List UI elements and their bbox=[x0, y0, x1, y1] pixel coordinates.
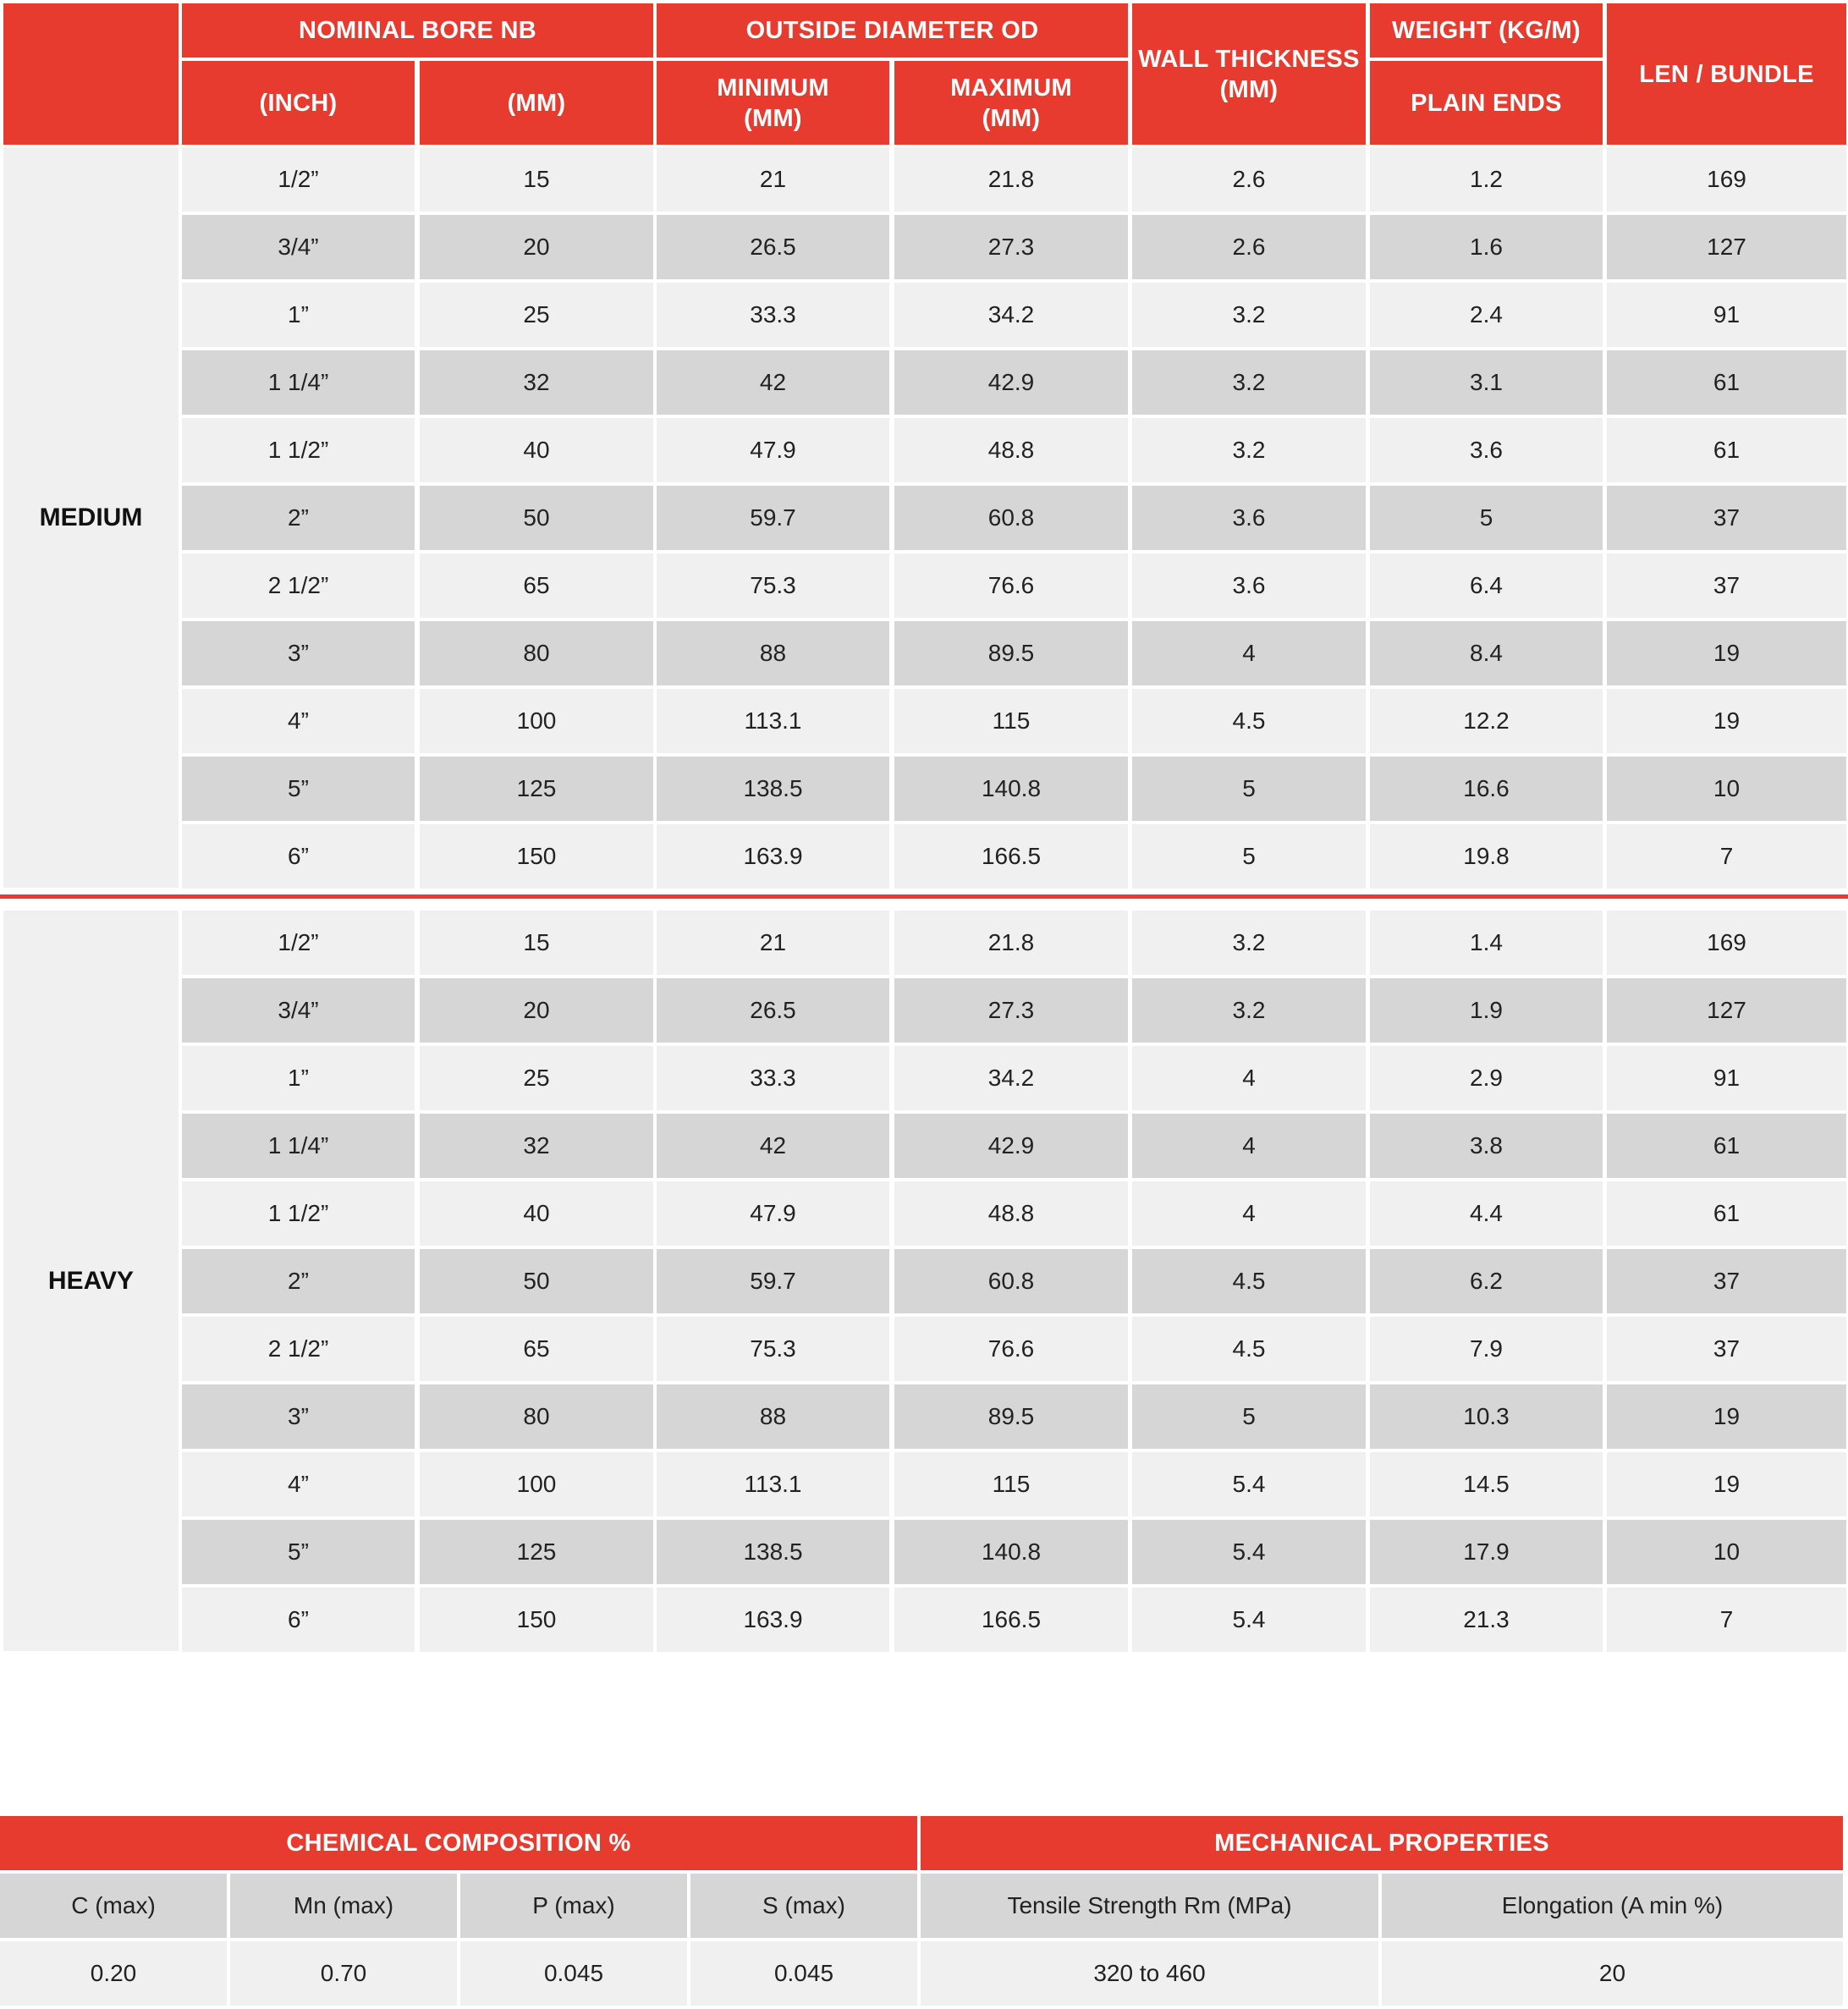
cell-od-max: 42.9 bbox=[894, 350, 1128, 415]
cell-weight-plain-ends: 14.5 bbox=[1370, 1452, 1603, 1516]
cell-wall-thickness: 3.6 bbox=[1132, 486, 1366, 550]
value-s-max: 0.045 bbox=[690, 1941, 917, 2006]
cell-weight-plain-ends: 19.8 bbox=[1370, 824, 1603, 889]
header-corner-cell bbox=[3, 3, 179, 145]
cell-mm: 125 bbox=[420, 1520, 653, 1584]
label-elongation: Elongation (A min %) bbox=[1382, 1874, 1843, 1938]
cell-od-max: 115 bbox=[894, 1452, 1128, 1516]
value-c-max: 0.20 bbox=[0, 1941, 227, 2006]
cell-mm: 20 bbox=[420, 978, 653, 1043]
cell-weight-plain-ends: 6.4 bbox=[1370, 553, 1603, 618]
cell-inch: 6” bbox=[182, 824, 415, 889]
cell-od-max: 42.9 bbox=[894, 1114, 1128, 1178]
cell-weight-plain-ends: 12.2 bbox=[1370, 689, 1603, 753]
cell-weight-plain-ends: 2.9 bbox=[1370, 1046, 1603, 1110]
cell-od-min: 138.5 bbox=[657, 1520, 889, 1584]
cell-wall-thickness: 5.4 bbox=[1132, 1588, 1366, 1652]
cell-inch: 3/4” bbox=[182, 215, 415, 279]
label-s-max: S (max) bbox=[690, 1874, 917, 1938]
cell-len-bundle: 61 bbox=[1607, 350, 1846, 415]
cell-wall-thickness: 4.5 bbox=[1132, 1317, 1366, 1381]
cell-od-max: 140.8 bbox=[894, 757, 1128, 821]
header-weight: WEIGHT (KG/M) bbox=[1370, 3, 1603, 58]
cell-len-bundle: 169 bbox=[1607, 911, 1846, 975]
cell-wall-thickness: 5 bbox=[1132, 824, 1366, 889]
header-outside-diameter: OUTSIDE DIAMETER OD bbox=[657, 3, 1128, 58]
cell-inch: 1” bbox=[182, 1046, 415, 1110]
cell-len-bundle: 61 bbox=[1607, 418, 1846, 482]
cell-len-bundle: 169 bbox=[1607, 147, 1846, 212]
cell-wall-thickness: 5.4 bbox=[1132, 1520, 1366, 1584]
cell-od-min: 42 bbox=[657, 350, 889, 415]
cell-od-max: 89.5 bbox=[894, 1384, 1128, 1449]
cell-mm: 32 bbox=[420, 1114, 653, 1178]
cell-weight-plain-ends: 6.2 bbox=[1370, 1249, 1603, 1313]
value-p-max: 0.045 bbox=[460, 1941, 687, 2006]
cell-od-min: 75.3 bbox=[657, 553, 889, 618]
cell-inch: 1 1/4” bbox=[182, 1114, 415, 1178]
value-tensile-strength: 320 to 460 bbox=[921, 1941, 1378, 2006]
cell-len-bundle: 127 bbox=[1607, 215, 1846, 279]
cell-wall-thickness: 4.5 bbox=[1132, 1249, 1366, 1313]
cell-wall-thickness: 5 bbox=[1132, 1384, 1366, 1449]
cell-weight-plain-ends: 21.3 bbox=[1370, 1588, 1603, 1652]
cell-len-bundle: 37 bbox=[1607, 486, 1846, 550]
cell-wall-thickness: 3.2 bbox=[1132, 418, 1366, 482]
cell-inch: 5” bbox=[182, 757, 415, 821]
label-mn-max: Mn (max) bbox=[230, 1874, 457, 1938]
cell-od-max: 48.8 bbox=[894, 418, 1128, 482]
cell-inch: 1/2” bbox=[182, 911, 415, 975]
cell-od-min: 75.3 bbox=[657, 1317, 889, 1381]
cell-len-bundle: 127 bbox=[1607, 978, 1846, 1043]
cell-mm: 20 bbox=[420, 215, 653, 279]
cell-weight-plain-ends: 1.9 bbox=[1370, 978, 1603, 1043]
cell-weight-plain-ends: 5 bbox=[1370, 486, 1603, 550]
header-nominal-bore: NOMINAL BORE NB bbox=[182, 3, 653, 58]
cell-inch: 5” bbox=[182, 1520, 415, 1584]
cell-mm: 25 bbox=[420, 283, 653, 347]
cell-weight-plain-ends: 2.4 bbox=[1370, 283, 1603, 347]
cell-len-bundle: 61 bbox=[1607, 1181, 1846, 1246]
cell-wall-thickness: 4 bbox=[1132, 1114, 1366, 1178]
cell-inch: 2 1/2” bbox=[182, 553, 415, 618]
cell-len-bundle: 91 bbox=[1607, 283, 1846, 347]
cell-od-min: 47.9 bbox=[657, 1181, 889, 1246]
cell-mm: 100 bbox=[420, 1452, 653, 1516]
cell-mm: 50 bbox=[420, 1249, 653, 1313]
cell-weight-plain-ends: 10.3 bbox=[1370, 1384, 1603, 1449]
cell-od-max: 166.5 bbox=[894, 824, 1128, 889]
cell-inch: 3/4” bbox=[182, 978, 415, 1043]
cell-od-max: 21.8 bbox=[894, 911, 1128, 975]
cell-inch: 1/2” bbox=[182, 147, 415, 212]
cell-inch: 4” bbox=[182, 689, 415, 753]
cell-mm: 125 bbox=[420, 757, 653, 821]
header-od-minimum: MINIMUM (MM) bbox=[657, 61, 889, 145]
cell-od-max: 48.8 bbox=[894, 1181, 1128, 1246]
cell-od-min: 33.3 bbox=[657, 283, 889, 347]
cell-mm: 65 bbox=[420, 553, 653, 618]
cell-od-min: 138.5 bbox=[657, 757, 889, 821]
cell-weight-plain-ends: 1.4 bbox=[1370, 911, 1603, 975]
cell-wall-thickness: 3.2 bbox=[1132, 283, 1366, 347]
cell-len-bundle: 19 bbox=[1607, 1384, 1846, 1449]
cell-weight-plain-ends: 8.4 bbox=[1370, 621, 1603, 685]
cell-weight-plain-ends: 17.9 bbox=[1370, 1520, 1603, 1584]
cell-mm: 32 bbox=[420, 350, 653, 415]
cell-od-max: 76.6 bbox=[894, 553, 1128, 618]
header-plain-ends: PLAIN ENDS bbox=[1370, 61, 1603, 145]
cell-od-min: 59.7 bbox=[657, 486, 889, 550]
cell-mm: 40 bbox=[420, 1181, 653, 1246]
cell-wall-thickness: 3.2 bbox=[1132, 978, 1366, 1043]
cell-mm: 100 bbox=[420, 689, 653, 753]
cell-od-min: 26.5 bbox=[657, 978, 889, 1043]
label-p-max: P (max) bbox=[460, 1874, 687, 1938]
cell-len-bundle: 19 bbox=[1607, 1452, 1846, 1516]
cell-mm: 80 bbox=[420, 621, 653, 685]
cell-inch: 3” bbox=[182, 621, 415, 685]
cell-inch: 3” bbox=[182, 1384, 415, 1449]
header-len-bundle: LEN / BUNDLE bbox=[1607, 3, 1846, 145]
cell-weight-plain-ends: 4.4 bbox=[1370, 1181, 1603, 1246]
header-chemical-composition: CHEMICAL COMPOSITION % bbox=[0, 1816, 917, 1870]
cell-od-max: 34.2 bbox=[894, 283, 1128, 347]
cell-weight-plain-ends: 1.6 bbox=[1370, 215, 1603, 279]
cell-weight-plain-ends: 16.6 bbox=[1370, 757, 1603, 821]
cell-od-max: 166.5 bbox=[894, 1588, 1128, 1652]
cell-od-max: 60.8 bbox=[894, 486, 1128, 550]
cell-wall-thickness: 5.4 bbox=[1132, 1452, 1366, 1516]
cell-wall-thickness: 5 bbox=[1132, 757, 1366, 821]
cell-wall-thickness: 4 bbox=[1132, 1046, 1366, 1110]
cell-od-min: 163.9 bbox=[657, 824, 889, 889]
cell-weight-plain-ends: 7.9 bbox=[1370, 1317, 1603, 1381]
header-inch: (INCH) bbox=[182, 61, 415, 145]
cell-inch: 1 1/2” bbox=[182, 418, 415, 482]
cell-mm: 65 bbox=[420, 1317, 653, 1381]
cell-len-bundle: 37 bbox=[1607, 553, 1846, 618]
cell-od-max: 89.5 bbox=[894, 621, 1128, 685]
cell-len-bundle: 19 bbox=[1607, 621, 1846, 685]
cell-inch: 2” bbox=[182, 486, 415, 550]
cell-od-min: 21 bbox=[657, 911, 889, 975]
cell-od-min: 26.5 bbox=[657, 215, 889, 279]
cell-od-max: 60.8 bbox=[894, 1249, 1128, 1313]
cell-wall-thickness: 4.5 bbox=[1132, 689, 1366, 753]
cell-wall-thickness: 2.6 bbox=[1132, 215, 1366, 279]
label-c-max: C (max) bbox=[0, 1874, 227, 1938]
cell-mm: 50 bbox=[420, 486, 653, 550]
cell-od-min: 47.9 bbox=[657, 418, 889, 482]
cell-wall-thickness: 3.2 bbox=[1132, 911, 1366, 975]
cell-mm: 25 bbox=[420, 1046, 653, 1110]
cell-od-max: 34.2 bbox=[894, 1046, 1128, 1110]
cell-mm: 40 bbox=[420, 418, 653, 482]
cell-wall-thickness: 3.6 bbox=[1132, 553, 1366, 618]
cell-weight-plain-ends: 3.8 bbox=[1370, 1114, 1603, 1178]
cell-len-bundle: 19 bbox=[1607, 689, 1846, 753]
cell-od-min: 163.9 bbox=[657, 1588, 889, 1652]
value-mn-max: 0.70 bbox=[230, 1941, 457, 2006]
cell-inch: 1 1/2” bbox=[182, 1181, 415, 1246]
header-wall-thickness: WALL THICKNESS (MM) bbox=[1132, 3, 1366, 145]
cell-od-min: 21 bbox=[657, 147, 889, 212]
cell-len-bundle: 91 bbox=[1607, 1046, 1846, 1110]
cell-inch: 1 1/4” bbox=[182, 350, 415, 415]
cell-mm: 150 bbox=[420, 1588, 653, 1652]
value-elongation: 20 bbox=[1382, 1941, 1843, 2006]
cell-wall-thickness: 4 bbox=[1132, 1181, 1366, 1246]
cell-len-bundle: 10 bbox=[1607, 1520, 1846, 1584]
cell-inch: 4” bbox=[182, 1452, 415, 1516]
cell-weight-plain-ends: 3.1 bbox=[1370, 350, 1603, 415]
cell-od-max: 27.3 bbox=[894, 978, 1128, 1043]
cell-inch: 6” bbox=[182, 1588, 415, 1652]
cell-od-min: 113.1 bbox=[657, 689, 889, 753]
group-label-heavy: HEAVY bbox=[3, 911, 179, 1651]
group-label-medium: MEDIUM bbox=[3, 147, 179, 888]
cell-wall-thickness: 4 bbox=[1132, 621, 1366, 685]
header-mechanical-properties: MECHANICAL PROPERTIES bbox=[921, 1816, 1843, 1870]
cell-mm: 15 bbox=[420, 147, 653, 212]
cell-mm: 80 bbox=[420, 1384, 653, 1449]
cell-len-bundle: 10 bbox=[1607, 757, 1846, 821]
cell-od-max: 76.6 bbox=[894, 1317, 1128, 1381]
cell-wall-thickness: 2.6 bbox=[1132, 147, 1366, 212]
cell-od-max: 140.8 bbox=[894, 1520, 1128, 1584]
cell-len-bundle: 7 bbox=[1607, 824, 1846, 889]
header-mm: (MM) bbox=[420, 61, 653, 145]
cell-len-bundle: 7 bbox=[1607, 1588, 1846, 1652]
cell-od-max: 21.8 bbox=[894, 147, 1128, 212]
cell-len-bundle: 37 bbox=[1607, 1317, 1846, 1381]
cell-od-min: 113.1 bbox=[657, 1452, 889, 1516]
cell-od-min: 42 bbox=[657, 1114, 889, 1178]
header-od-maximum: MAXIMUM (MM) bbox=[894, 61, 1128, 145]
cell-weight-plain-ends: 1.2 bbox=[1370, 147, 1603, 212]
cell-od-min: 59.7 bbox=[657, 1249, 889, 1313]
cell-len-bundle: 61 bbox=[1607, 1114, 1846, 1178]
label-tensile-strength: Tensile Strength Rm (MPa) bbox=[921, 1874, 1378, 1938]
cell-od-min: 88 bbox=[657, 621, 889, 685]
cell-mm: 15 bbox=[420, 911, 653, 975]
cell-inch: 1” bbox=[182, 283, 415, 347]
cell-wall-thickness: 3.2 bbox=[1132, 350, 1366, 415]
cell-od-max: 115 bbox=[894, 689, 1128, 753]
group-divider bbox=[0, 894, 1848, 899]
cell-od-max: 27.3 bbox=[894, 215, 1128, 279]
cell-inch: 2 1/2” bbox=[182, 1317, 415, 1381]
cell-weight-plain-ends: 3.6 bbox=[1370, 418, 1603, 482]
cell-od-min: 88 bbox=[657, 1384, 889, 1449]
cell-len-bundle: 37 bbox=[1607, 1249, 1846, 1313]
cell-od-min: 33.3 bbox=[657, 1046, 889, 1110]
cell-mm: 150 bbox=[420, 824, 653, 889]
cell-inch: 2” bbox=[182, 1249, 415, 1313]
